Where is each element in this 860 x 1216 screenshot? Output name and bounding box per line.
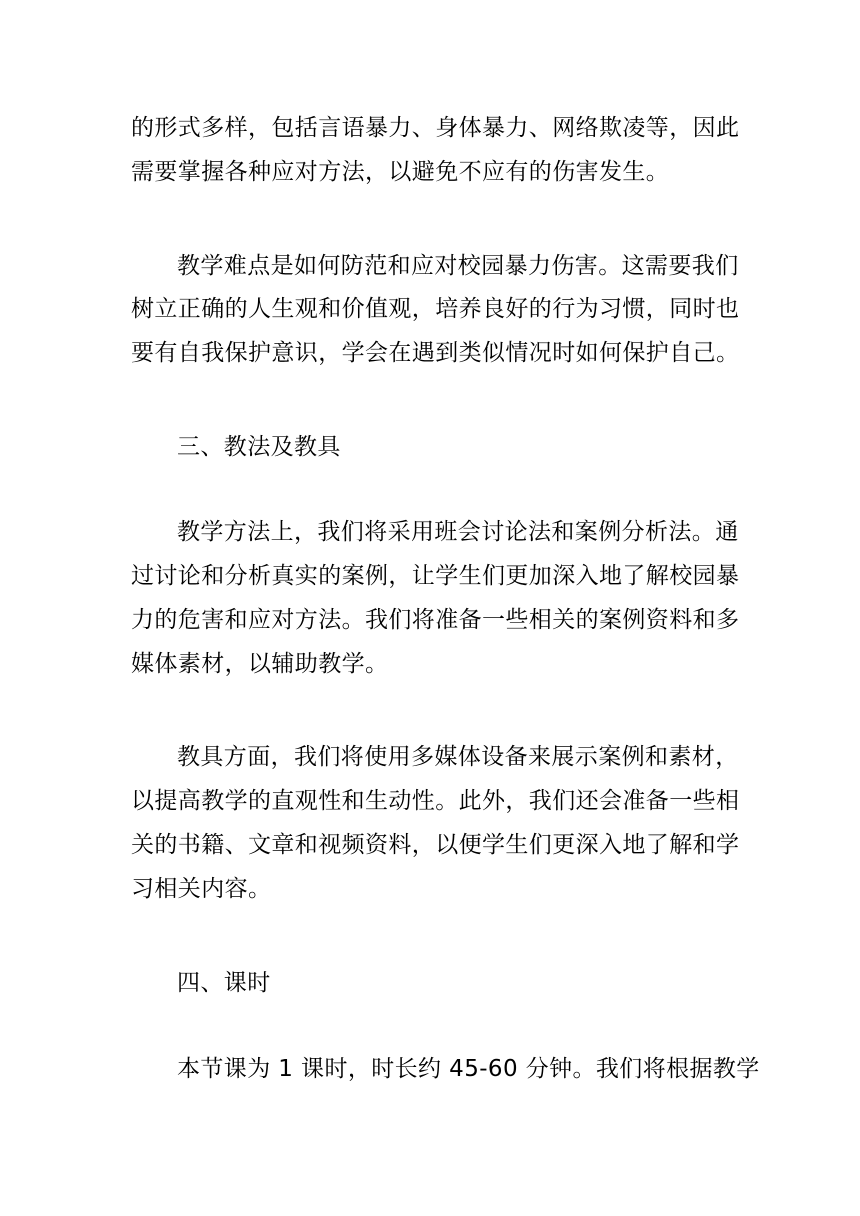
paragraph-line: 教学难点是如何防范和应对校园暴力伤害。这需要我们 xyxy=(177,253,739,279)
paragraph-line: 本节课为 1 课时，时长约 45-60 分钟。我们将根据教学 xyxy=(177,1056,760,1082)
paragraph-line: 媒体素材，以辅助教学。 xyxy=(131,651,389,677)
paragraph-line: 树立正确的人生观和价值观，培养良好的行为习惯，同时也 xyxy=(131,296,740,322)
paragraph-line: 关的书籍、文章和视频资料，以便学生们更深入地了解和学 xyxy=(131,832,740,858)
paragraph-line: 要有自我保护意识，学会在遇到类似情况时如何保护自己。 xyxy=(131,340,740,366)
paragraph-line: 力的危害和应对方法。我们将准备一些相关的案例资料和多 xyxy=(131,607,740,633)
paragraph-line: 习相关内容。 xyxy=(131,876,272,902)
paragraph-line: 需要掌握各种应对方法，以避免不应有的伤害发生。 xyxy=(131,159,670,185)
section-heading: 三、教法及教具 xyxy=(177,434,341,460)
paragraph-line: 教具方面，我们将使用多媒体设备来展示案例和素材， xyxy=(177,744,739,770)
paragraph-line: 以提高教学的直观性和生动性。此外，我们还会准备一些相 xyxy=(131,788,740,814)
paragraph-line: 教学方法上，我们将采用班会讨论法和案例分析法。通 xyxy=(177,519,739,545)
section-heading: 四、课时 xyxy=(177,970,271,996)
paragraph-line: 过讨论和分析真实的案例，让学生们更加深入地了解校园暴 xyxy=(131,563,740,589)
paragraph-line: 的形式多样，包括言语暴力、身体暴力、网络欺凌等，因此 xyxy=(131,115,740,141)
